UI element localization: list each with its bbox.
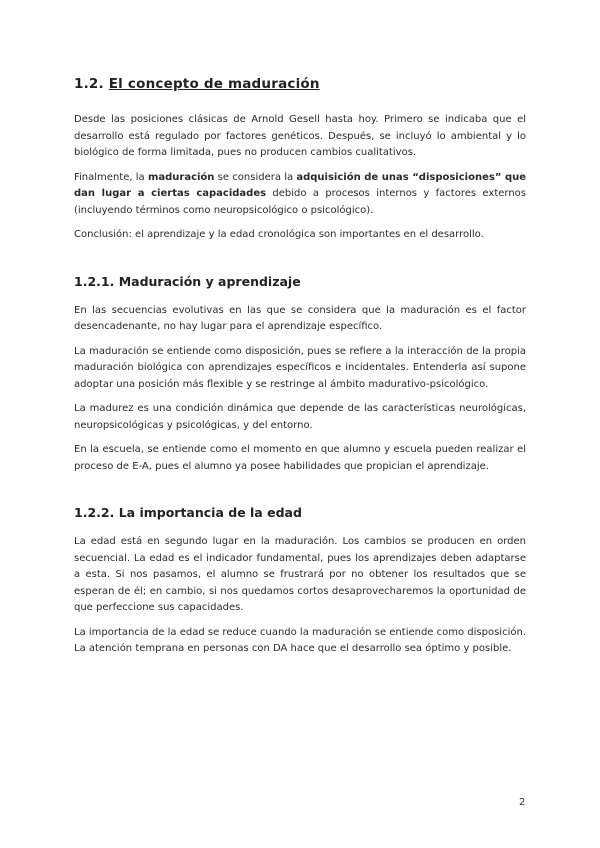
section-heading bbox=[74, 76, 526, 92]
paragraph-conclusion: Conclusión: el aprendizaje y la edad cronológica son importantes en el desarrollo. bbox=[74, 229, 484, 240]
text-run: se considera la bbox=[214, 171, 297, 183]
section-number: 1.2. bbox=[74, 76, 104, 92]
page-number: 2 bbox=[519, 797, 526, 808]
paragraph-disposicion: La maduración se entiende como disposición, pues se refiere a la interacción de la propia maduración biológica con aprendizajes específicos e incidentales. Entenderla así supone adoptar una posición más flexible y se restringe al ámbito madurativo-psicológico. bbox=[74, 345, 526, 390]
paragraph-escuela: En la escuela, se entiende como el momento en que alumno y escuela pueden realizar el proceso de E-A, pues el alumno ya posee habilidades que propician el aprendizaje. bbox=[74, 444, 526, 472]
paragraph-gesell: Desde las posiciones clásicas de Arnold Gesell hasta hoy. Primero se indicaba que el desarrollo está regulado por factores genéticos. Después, se incluyó lo ambiental y lo biológico de forma limitada, pues no producen cambios cualitativos. bbox=[74, 114, 526, 158]
document-page bbox=[74, 76, 526, 666]
bold-term-disposiciones: adquisición de unas “disposiciones” que dan lugar a ciertas capacidades bbox=[74, 171, 526, 199]
section-title: El concepto de maduración bbox=[108, 76, 320, 92]
paragraph-secuencias: En las secuencias evolutivas en las que se considera que la maduración es el factor desencadenante, no hay lugar para el aprendizaje específico. bbox=[74, 304, 526, 332]
text-run: debido a procesos internos y factores externos (incluyendo términos como neuropsicológico o psicológico). bbox=[74, 188, 526, 216]
paragraph-importancia: La importancia de la edad se reduce cuando la maduración se entiende como disposición. La atención temprana en personas con DA hace que el desarrollo sea óptimo y posible. bbox=[74, 626, 526, 654]
paragraph-madurez: La madurez es una condición dinámica que depende de las características neurológicas, neuropsicológicas y psicológicas, y del entorno. bbox=[74, 403, 526, 431]
paragraph-edad: La edad está en segundo lugar en la maduración. Los cambios se producen en orden secuencial. La edad es el indicador fundamental, pues los aprendizajes deben adaptarse a esta. Si nos pasamos, el alumno se frustrará por no obtener los resultados que se esperan de él; en cambio, si nos quedamos cortos desaprovecharemos la oportunidad de que perfeccione sus capacidades. bbox=[74, 536, 526, 613]
subsection-heading-edad: 1.2.2. La importancia de la edad bbox=[74, 505, 302, 520]
subsection-heading-maduracion: 1.2.1. Maduración y aprendizaje bbox=[74, 273, 301, 289]
bold-term-maduracion: maduración bbox=[147, 171, 215, 183]
text-run: Finalmente, la bbox=[74, 171, 148, 183]
paragraph-finalmente bbox=[74, 170, 526, 220]
